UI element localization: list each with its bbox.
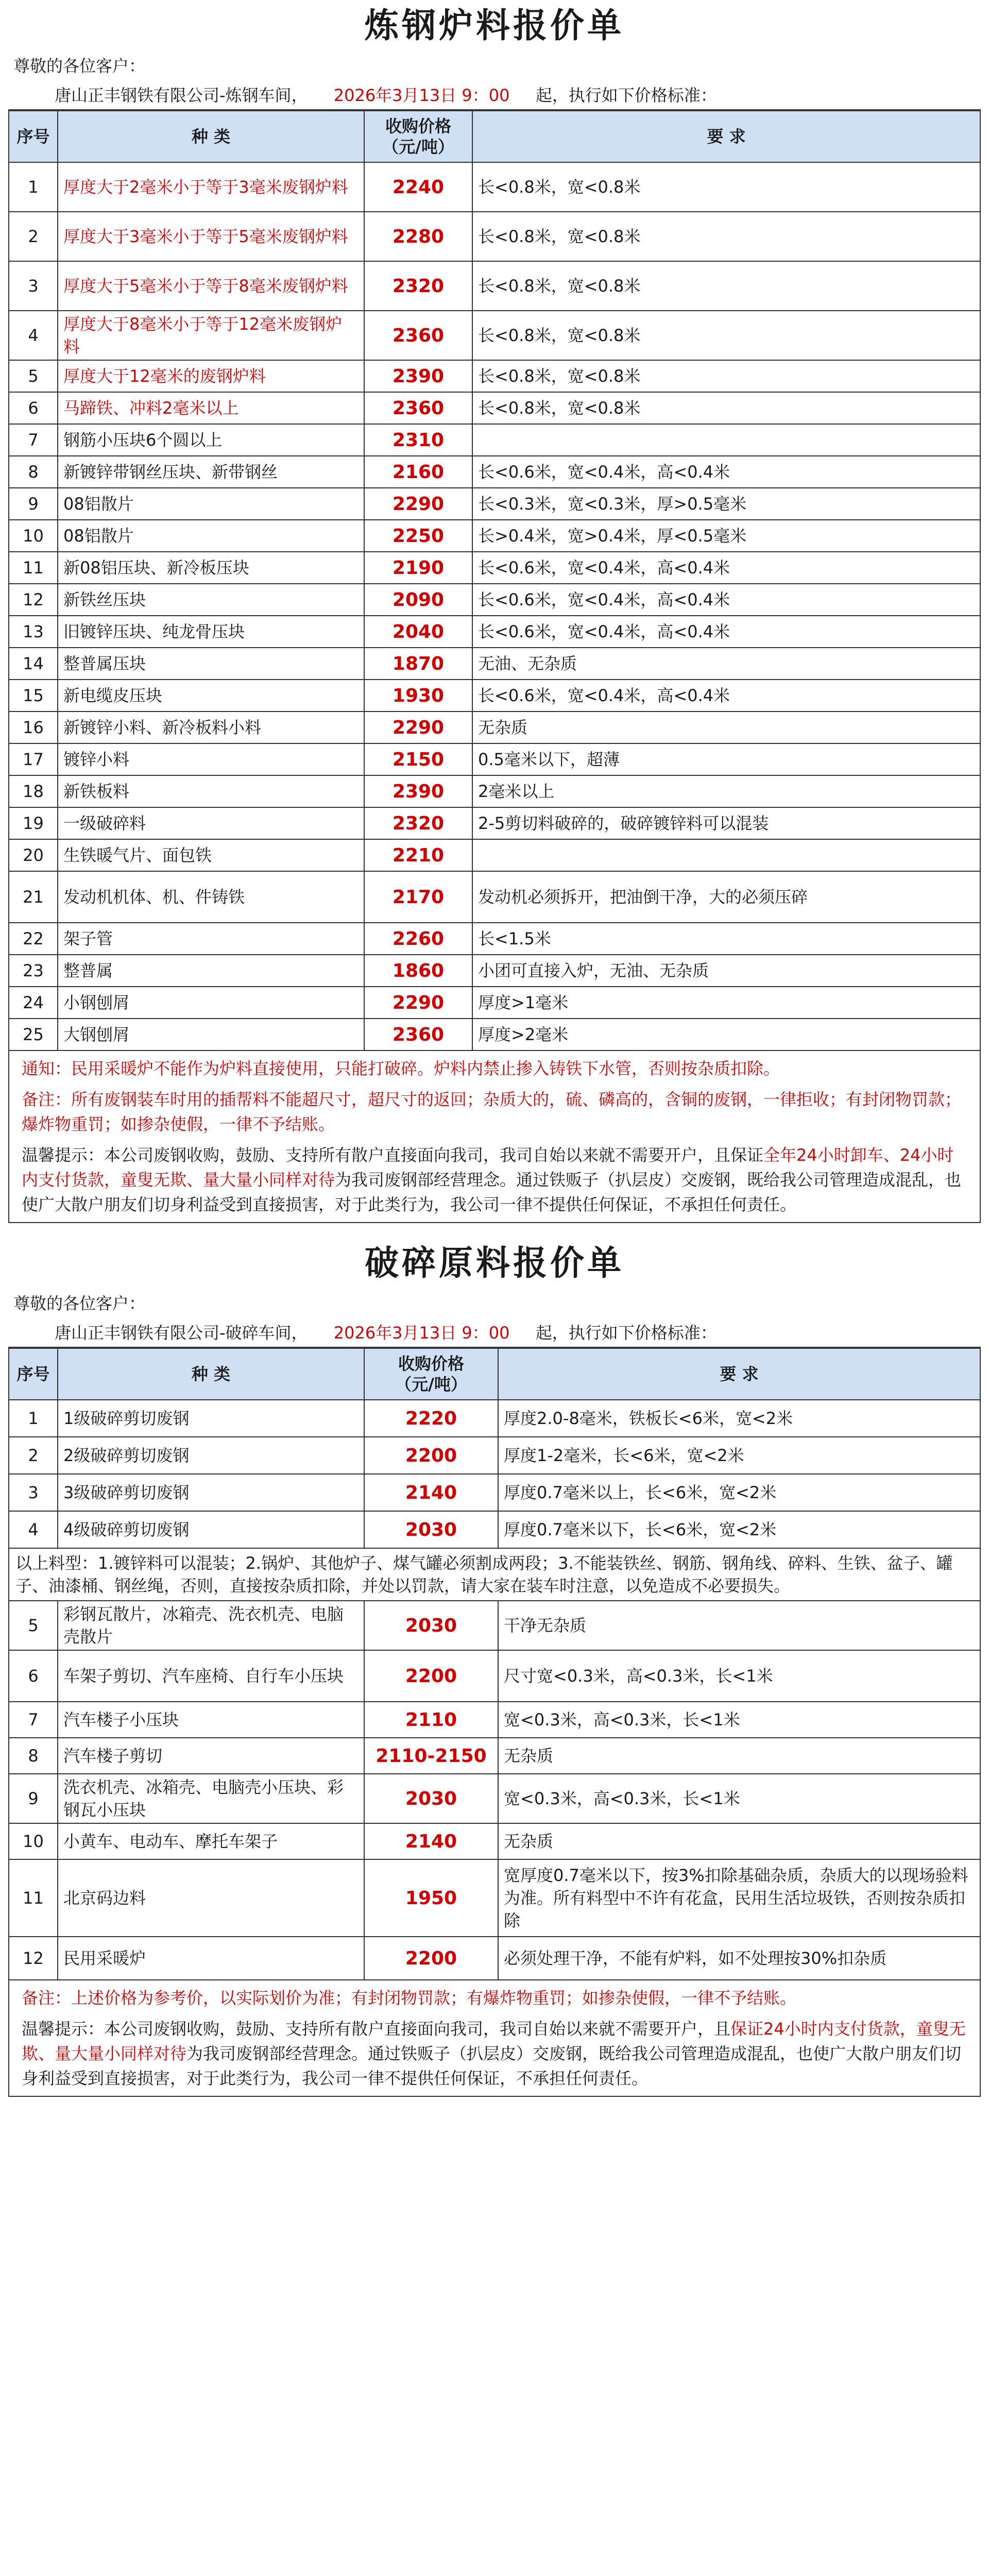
row-no: 9 bbox=[9, 1774, 58, 1823]
row-requirement: 长<0.8米，宽<0.8米 bbox=[472, 212, 980, 261]
row-price: 1870 bbox=[364, 648, 472, 680]
table-row bbox=[9, 1474, 980, 1511]
row-kind: 一级破碎料 bbox=[58, 807, 364, 839]
row-no: 22 bbox=[9, 923, 58, 955]
sheet2-notices bbox=[8, 1980, 981, 2097]
row-price: 2360 bbox=[364, 392, 472, 424]
table-row bbox=[9, 680, 980, 711]
sheet-furnace-charge bbox=[8, 0, 981, 1223]
sheet2-intro-company: 唐山正丰钢铁有限公司-破碎车间， bbox=[55, 1323, 308, 1343]
row-no: 13 bbox=[9, 616, 58, 648]
row-kind: 3级破碎剪切废钢 bbox=[58, 1474, 364, 1511]
row-kind: 厚度大于3毫米小于等于5毫米废钢炉料 bbox=[58, 212, 364, 261]
table-row bbox=[9, 1823, 980, 1859]
row-no: 25 bbox=[9, 1019, 58, 1050]
row-no: 9 bbox=[9, 488, 58, 520]
row-no: 1 bbox=[9, 1400, 58, 1437]
row-requirement: 长<0.8米，宽<0.8米 bbox=[472, 360, 980, 392]
row-requirement: 无杂质 bbox=[498, 1823, 980, 1859]
row-requirement: 厚度0.7毫米以下，长<6米，宽<2米 bbox=[498, 1511, 980, 1548]
row-no: 10 bbox=[9, 520, 58, 552]
row-price: 2140 bbox=[364, 1474, 498, 1511]
row-no: 7 bbox=[9, 424, 58, 456]
row-kind: 北京码边料 bbox=[58, 1859, 364, 1937]
header-req: 要 求 bbox=[498, 1348, 980, 1400]
row-price: 2110-2150 bbox=[364, 1738, 498, 1774]
row-kind: 民用采暖炉 bbox=[58, 1937, 364, 1980]
row-kind: 新铁丝压块 bbox=[58, 584, 364, 616]
row-kind: 08铝散片 bbox=[58, 488, 364, 520]
row-price: 2320 bbox=[364, 261, 472, 311]
sheet1-tip-red: 全年24小时卸车、24小时内支付货款，童叟无欺、量大量小同样对待 bbox=[22, 1145, 954, 1190]
row-requirement: 长<0.3米，宽<0.3米，厚>0.5毫米 bbox=[472, 488, 980, 520]
row-requirement: 长<0.8米，宽<0.8米 bbox=[472, 261, 980, 311]
row-no: 10 bbox=[9, 1823, 58, 1859]
row-no: 8 bbox=[9, 456, 58, 488]
row-requirement: 必须处理干净，不能有炉料，如不处理按30%扣杂质 bbox=[498, 1937, 980, 1980]
header-no: 序号 bbox=[9, 1348, 58, 1400]
row-no: 19 bbox=[9, 807, 58, 839]
row-price: 2290 bbox=[364, 987, 472, 1019]
row-requirement bbox=[472, 839, 980, 871]
table-row bbox=[9, 987, 980, 1019]
row-kind: 新电缆皮压块 bbox=[58, 680, 364, 711]
row-no: 3 bbox=[9, 1474, 58, 1511]
row-kind: 新铁板料 bbox=[58, 775, 364, 807]
sheet1-intro-date: 2026年3月13日 9：00 bbox=[333, 86, 510, 105]
row-requirement: 小团可直接入炉，无油、无杂质 bbox=[472, 955, 980, 987]
row-no: 4 bbox=[9, 311, 58, 360]
row-kind: 08铝散片 bbox=[58, 520, 364, 552]
row-no: 21 bbox=[9, 871, 58, 923]
sheet1-tip-a: 温馨提示：本公司废钢收购，鼓励、支持所有散户直接面向我司，我司自始以来就不需要开户，且保证 bbox=[22, 1145, 764, 1165]
row-requirement: 2-5剪切料破碎的，破碎镀锌料可以混装 bbox=[472, 807, 980, 839]
row-requirement: 无油、无杂质 bbox=[472, 648, 980, 680]
row-kind: 生铁暖气片、面包铁 bbox=[58, 839, 364, 871]
row-requirement: 长<0.6米，宽<0.4米，高<0.4米 bbox=[472, 680, 980, 711]
row-requirement: 长<0.6米，宽<0.4米，高<0.4米 bbox=[472, 456, 980, 488]
row-requirement: 无杂质 bbox=[472, 711, 980, 743]
row-requirement: 宽<0.3米，高<0.3米，长<1米 bbox=[498, 1774, 980, 1823]
row-price: 2280 bbox=[364, 212, 472, 261]
header-price: 收购价格 （元/吨） bbox=[364, 1348, 498, 1400]
row-price: 2390 bbox=[364, 360, 472, 392]
sheet1-remark: 备注：所有废钢装车时用的插帮料不能超尺寸，超尺寸的返回；杂质大的，硫、磷高的，含铜的废钢，一律拒收；有封闭物罚款；爆炸物重罚；如掺杂使假，一律不予结账。 bbox=[22, 1090, 962, 1134]
table-row bbox=[9, 743, 980, 775]
row-requirement: 厚度>1毫米 bbox=[472, 987, 980, 1019]
table-row bbox=[9, 1019, 980, 1050]
table-row bbox=[9, 584, 980, 616]
row-price: 2250 bbox=[364, 520, 472, 552]
sheet1-notice: 通知：民用采暖炉不能作为炉料直接使用，只能打破碎。炉料内禁止掺入铸铁下水管，否则按杂质扣除。 bbox=[22, 1059, 780, 1078]
row-kind: 整普属压块 bbox=[58, 648, 364, 680]
row-kind: 厚度大于8毫米小于等于12毫米废钢炉料 bbox=[58, 311, 364, 360]
table-row bbox=[9, 1437, 980, 1474]
table-row bbox=[9, 1937, 980, 1980]
row-price: 2140 bbox=[364, 1823, 498, 1859]
row-kind: 钢筋小压块6个圆以上 bbox=[58, 424, 364, 456]
sheet1-price-table bbox=[8, 110, 981, 1051]
row-kind: 架子管 bbox=[58, 923, 364, 955]
table-row bbox=[9, 520, 980, 552]
table-row bbox=[9, 955, 980, 987]
row-price: 2030 bbox=[364, 1511, 498, 1548]
row-price: 1860 bbox=[364, 955, 472, 987]
row-kind: 马蹄铁、冲料2毫米以上 bbox=[58, 392, 364, 424]
table-row bbox=[9, 839, 980, 871]
table-row bbox=[9, 1859, 980, 1937]
row-price: 2360 bbox=[364, 311, 472, 360]
sheet1-intro-tail: 起，执行如下价格标准： bbox=[535, 86, 717, 105]
row-no: 6 bbox=[9, 392, 58, 424]
row-requirement: 厚度0.7毫米以上，长<6米，宽<2米 bbox=[498, 1474, 980, 1511]
table-row bbox=[9, 1511, 980, 1548]
sheet1-tip bbox=[22, 1143, 967, 1217]
row-kind: 发动机机体、机、件铸铁 bbox=[58, 871, 364, 923]
row-kind: 新镀锌小料、新冷板料小料 bbox=[58, 711, 364, 743]
row-requirement: 长<0.8米，宽<0.8米 bbox=[472, 392, 980, 424]
table-row bbox=[9, 424, 980, 456]
row-no: 2 bbox=[9, 212, 58, 261]
table-row bbox=[9, 1738, 980, 1774]
header-kind: 种 类 bbox=[58, 1348, 364, 1400]
row-kind: 厚度大于5毫米小于等于8毫米废钢炉料 bbox=[58, 261, 364, 311]
sheet2-price-table-b bbox=[8, 1600, 981, 1980]
table-row bbox=[9, 392, 980, 424]
row-no: 12 bbox=[9, 1937, 58, 1980]
sheet2-price-table-a bbox=[8, 1348, 981, 1549]
row-kind: 汽车楼子剪切 bbox=[58, 1738, 364, 1774]
sheet2-mid-note: 以上料型：1.镀锌料可以混装；2.锅炉、其他炉子、煤气罐必须割成两段；3.不能装铁丝、钢筋、钢角线、碎料、生铁、盆子、罐子、油漆桶、钢丝绳，否则，直接按杂质扣除，并处以罚款，请大家在装车时注意，以免造成不必要损失。 bbox=[8, 1549, 981, 1600]
row-price: 2200 bbox=[364, 1437, 498, 1474]
table-row bbox=[9, 488, 980, 520]
table-header-row bbox=[9, 111, 980, 162]
sheet1-intro bbox=[8, 80, 981, 110]
row-requirement: 无杂质 bbox=[498, 1738, 980, 1774]
row-price: 2240 bbox=[364, 162, 472, 212]
header-price: 收购价格 （元/吨） bbox=[364, 111, 472, 162]
row-price: 2220 bbox=[364, 1400, 498, 1437]
row-requirement: 长>0.4米，宽>0.4米，厚<0.5毫米 bbox=[472, 520, 980, 552]
row-kind: 汽车楼子小压块 bbox=[58, 1702, 364, 1738]
table-row bbox=[9, 871, 980, 923]
row-kind: 厚度大于12毫米的废钢炉料 bbox=[58, 360, 364, 392]
row-requirement: 0.5毫米以下，超薄 bbox=[472, 743, 980, 775]
table-row bbox=[9, 1400, 980, 1437]
table-row bbox=[9, 616, 980, 648]
row-requirement: 长<0.6米，宽<0.4米，高<0.4米 bbox=[472, 552, 980, 584]
sheet1-title: 炼钢炉料报价单 bbox=[365, 6, 624, 45]
row-price: 1950 bbox=[364, 1859, 498, 1937]
row-kind: 2级破碎剪切废钢 bbox=[58, 1437, 364, 1474]
row-no: 4 bbox=[9, 1511, 58, 1548]
row-kind: 厚度大于2毫米小于等于3毫米废钢炉料 bbox=[58, 162, 364, 212]
row-price: 2030 bbox=[364, 1774, 498, 1823]
row-requirement: 长<0.6米，宽<0.4米，高<0.4米 bbox=[472, 584, 980, 616]
row-kind: 小黄车、电动车、摩托车架子 bbox=[58, 1823, 364, 1859]
row-no: 24 bbox=[9, 987, 58, 1019]
row-no: 15 bbox=[9, 680, 58, 711]
row-no: 5 bbox=[9, 360, 58, 392]
table-row bbox=[9, 1650, 980, 1702]
row-price: 2200 bbox=[364, 1937, 498, 1980]
table-row bbox=[9, 311, 980, 360]
row-price: 2110 bbox=[364, 1702, 498, 1738]
row-kind: 新08铝压块、新冷板压块 bbox=[58, 552, 364, 584]
row-requirement bbox=[472, 424, 980, 456]
row-no: 1 bbox=[9, 162, 58, 212]
sheet2-tip-red: 保证24小时内支付货款，童叟无欺、量大量小同样对待 bbox=[22, 2019, 966, 2063]
header-no: 序号 bbox=[9, 111, 58, 162]
row-requirement: 厚度>2毫米 bbox=[472, 1019, 980, 1050]
row-price: 2360 bbox=[364, 1019, 472, 1050]
table-row bbox=[9, 648, 980, 680]
row-no: 5 bbox=[9, 1601, 58, 1650]
row-no: 14 bbox=[9, 648, 58, 680]
table-row bbox=[9, 1774, 980, 1823]
table-row bbox=[9, 807, 980, 839]
table-row bbox=[9, 360, 980, 392]
row-price: 2200 bbox=[364, 1650, 498, 1702]
row-no: 8 bbox=[9, 1738, 58, 1774]
sheet2-tip bbox=[22, 2016, 967, 2091]
sheet2-title: 破碎原料报价单 bbox=[365, 1243, 624, 1283]
table-row bbox=[9, 552, 980, 584]
row-no: 12 bbox=[9, 584, 58, 616]
row-kind: 旧镀锌压块、纯龙骨压块 bbox=[58, 616, 364, 648]
row-price: 2320 bbox=[364, 807, 472, 839]
row-requirement: 尺寸宽<0.3米，高<0.3米，长<1米 bbox=[498, 1650, 980, 1702]
row-requirement: 发动机必须拆开，把油倒干净，大的必须压碎 bbox=[472, 871, 980, 923]
row-requirement: 厚度2.0-8毫米，铁板长<6米，宽<2米 bbox=[498, 1400, 980, 1437]
sheet1-tip-b: 为我司废钢部经营理念。通过铁贩子（扒层皮）交废钢，既给我公司管理造成混乱，也使广大散户朋友们切身利益受到直接损害，对于此类行为，我公司一律不提供任何保证，不承担任何责任。 bbox=[22, 1170, 962, 1214]
row-no: 2 bbox=[9, 1437, 58, 1474]
sheet2-greeting: 尊敬的各位客户： bbox=[13, 1294, 146, 1313]
table-row bbox=[9, 261, 980, 311]
row-price: 2170 bbox=[364, 871, 472, 923]
row-requirement: 宽厚度0.7毫米以下，按3%扣除基础杂质，杂质大的以现场验料为准。所有料型中不许有花盒，民用生活垃圾铁，否则按杂质扣除 bbox=[498, 1859, 980, 1937]
row-requirement: 长<0.8米，宽<0.8米 bbox=[472, 311, 980, 360]
sheet1-greeting: 尊敬的各位客户： bbox=[13, 56, 146, 76]
row-no: 6 bbox=[9, 1650, 58, 1702]
sheet2-remark: 备注：上述价格为参考价，以实际划价为准；有封闭物罚款；有爆炸物重罚；如掺杂使假，一律不予结账。 bbox=[22, 1988, 797, 2008]
row-price: 2260 bbox=[364, 923, 472, 955]
row-no: 23 bbox=[9, 955, 58, 987]
row-no: 11 bbox=[9, 1859, 58, 1937]
row-price: 2090 bbox=[364, 584, 472, 616]
header-kind: 种 类 bbox=[58, 111, 364, 162]
row-price: 2190 bbox=[364, 552, 472, 584]
row-price: 2290 bbox=[364, 488, 472, 520]
sheet2-tip-a: 温馨提示：本公司废钢收购，鼓励、支持所有散户直接面向我司，我司自始以来就不需要开户，且 bbox=[22, 2019, 731, 2039]
row-requirement: 宽<0.3米，高<0.3米，长<1米 bbox=[498, 1702, 980, 1738]
row-no: 20 bbox=[9, 839, 58, 871]
row-requirement: 长<0.6米，宽<0.4米，高<0.4米 bbox=[472, 616, 980, 648]
row-kind: 整普属 bbox=[58, 955, 364, 987]
row-price: 2290 bbox=[364, 711, 472, 743]
sheet2-intro bbox=[8, 1318, 981, 1348]
row-requirement: 厚度1-2毫米，长<6米，宽<2米 bbox=[498, 1437, 980, 1474]
row-no: 16 bbox=[9, 711, 58, 743]
row-kind: 大钢刨屑 bbox=[58, 1019, 364, 1050]
row-price: 2030 bbox=[364, 1601, 498, 1650]
table-row bbox=[9, 212, 980, 261]
row-price: 2390 bbox=[364, 775, 472, 807]
sheet1-notices bbox=[8, 1051, 981, 1223]
row-no: 17 bbox=[9, 743, 58, 775]
row-price: 2150 bbox=[364, 743, 472, 775]
row-price: 2040 bbox=[364, 616, 472, 648]
row-kind: 新镀锌带钢丝压块、新带钢丝 bbox=[58, 456, 364, 488]
sheet2-intro-tail: 起，执行如下价格标准： bbox=[535, 1323, 717, 1343]
row-kind: 洗衣机壳、冰箱壳、电脑壳小压块、彩钢瓦小压块 bbox=[58, 1774, 364, 1823]
row-kind: 彩钢瓦散片，冰箱壳、洗衣机壳、电脑壳散片 bbox=[58, 1601, 364, 1650]
table-row bbox=[9, 923, 980, 955]
sheet2-intro-date: 2026年3月13日 9：00 bbox=[333, 1323, 510, 1343]
row-price: 2160 bbox=[364, 456, 472, 488]
table-row bbox=[9, 162, 980, 212]
table-row bbox=[9, 1702, 980, 1738]
row-no: 7 bbox=[9, 1702, 58, 1738]
sheet2-tip-b: 为我司废钢部经营理念。通过铁贩子（扒层皮）交废钢，既给我公司管理造成混乱，也使广大散户朋友们切身利益受到直接损害，对于此类行为，我公司一律不提供任何保证，不承担任何责任。 bbox=[22, 2044, 962, 2088]
row-no: 11 bbox=[9, 552, 58, 584]
header-req: 要 求 bbox=[472, 111, 980, 162]
table-row bbox=[9, 711, 980, 743]
row-kind: 车架子剪切、汽车座椅、自行车小压块 bbox=[58, 1650, 364, 1702]
table-row bbox=[9, 775, 980, 807]
row-kind: 小钢刨屑 bbox=[58, 987, 364, 1019]
table-header-row bbox=[9, 1348, 980, 1400]
row-requirement: 2毫米以上 bbox=[472, 775, 980, 807]
row-price: 2310 bbox=[364, 424, 472, 456]
row-kind: 1级破碎剪切废钢 bbox=[58, 1400, 364, 1437]
row-requirement: 长<0.8米，宽<0.8米 bbox=[472, 162, 980, 212]
row-kind: 4级破碎剪切废钢 bbox=[58, 1511, 364, 1548]
row-no: 18 bbox=[9, 775, 58, 807]
row-no: 3 bbox=[9, 261, 58, 311]
row-requirement: 干净无杂质 bbox=[498, 1601, 980, 1650]
row-kind: 镀锌小料 bbox=[58, 743, 364, 775]
sheet-crushed-material bbox=[8, 1238, 981, 2097]
table-row bbox=[9, 1601, 980, 1650]
row-price: 1930 bbox=[364, 680, 472, 711]
sheet-gap bbox=[8, 1223, 981, 1238]
table-row bbox=[9, 456, 980, 488]
row-requirement: 长<1.5米 bbox=[472, 923, 980, 955]
row-price: 2210 bbox=[364, 839, 472, 871]
sheet1-intro-company: 唐山正丰钢铁有限公司-炼钢车间， bbox=[55, 86, 308, 105]
